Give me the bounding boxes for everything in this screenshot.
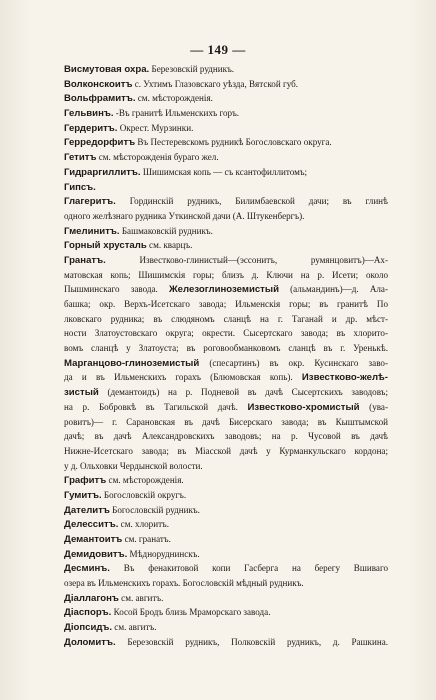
- text-line: [64, 165, 388, 180]
- line-text: да и въ Ильменскихъ горахъ (Блюмовская копь).: [64, 372, 302, 383]
- line-text: вомъ сланцѣ у Златоуста; въ роговообманковомъ сланцѣ въ г. Уренькѣ.: [64, 343, 388, 354]
- text-line: [64, 635, 388, 650]
- text-line: [64, 62, 388, 77]
- text-line: [64, 459, 388, 474]
- text-line: [64, 591, 388, 606]
- text-line: [64, 576, 388, 591]
- text-line: [64, 312, 388, 327]
- mineral-term: Известково-хромистый: [247, 401, 360, 413]
- mineral-term: Діаллагонъ: [64, 592, 119, 604]
- text-line: [64, 106, 388, 121]
- line-text: Въ фенакитовой копи Гасберга на берегу Вшиваго: [109, 563, 388, 574]
- text-line: [64, 429, 388, 444]
- line-text: Косой Бродъ близь Мраморскаго завода.: [111, 607, 271, 618]
- line-text: Мѣдноруднинскъ.: [127, 548, 200, 559]
- text-line: [64, 224, 388, 239]
- text-line: [64, 268, 388, 283]
- text-line: [64, 180, 388, 195]
- line-text: дачѣ; въ дачѣ Александровскихъ заводовъ; на р. Чусовой въ дачѣ: [64, 431, 388, 442]
- text-line: [64, 488, 388, 503]
- mineral-term: Глагеритъ.: [64, 196, 116, 208]
- mineral-term: Делесситъ.: [64, 519, 119, 531]
- text-line: [64, 91, 388, 106]
- page-number: — 149 —: [190, 42, 246, 57]
- line-text: озера въ Ильменскихъ горахъ. Богословскій мѣдный рудникъ.: [64, 578, 304, 589]
- line-text: см. мѣсторожденія бураго жел.: [96, 152, 219, 163]
- line-text: одного желѣзнаго рудника Уткинской дачи (А. Штукенбергъ).: [64, 210, 305, 221]
- line-text: см. авгитъ.: [118, 592, 164, 603]
- text-line: [64, 503, 388, 518]
- text-line: [64, 517, 388, 532]
- mineral-term: Демидовитъ.: [64, 548, 128, 560]
- mineral-term: Железоглиноземистый: [169, 284, 279, 296]
- mineral-term: Известково-желѣ-: [301, 372, 388, 384]
- mineral-term: Десминъ.: [64, 563, 110, 575]
- line-text: см. кварцъ.: [146, 240, 193, 251]
- text-line: [64, 194, 388, 209]
- mineral-term: Діаспоръ.: [64, 607, 112, 619]
- mineral-term: Герредорфитъ: [64, 137, 136, 149]
- mineral-term: Гипсъ.: [64, 181, 96, 193]
- line-text: см. авгитъ.: [112, 622, 157, 633]
- text-line: [64, 415, 388, 430]
- mineral-term: Доломитъ.: [64, 636, 116, 648]
- mineral-term: Гранатъ.: [64, 254, 106, 266]
- line-text: Известково-глинистый—(эссонитъ, румянцовитъ)—Ах-: [105, 254, 388, 265]
- mineral-term: Демантоитъ: [64, 534, 123, 545]
- mineral-term: Дателитъ: [64, 504, 110, 516]
- mineral-term: Висмутовая охра.: [64, 64, 150, 75]
- line-text: см. хлоритъ.: [118, 519, 170, 530]
- line-text: Гординскій рудникъ, Билимбаевской дачи; въ глинѣ: [115, 196, 388, 207]
- line-text: ности Златоустовскаго округа; окрести. Сысертскаго завода; въ хлорито-: [64, 328, 388, 339]
- text-line: [64, 150, 388, 165]
- line-text: ровитъ)— г. Сарановская въ дачѣ Бисерскаго завода; въ Кыштымской: [64, 416, 388, 427]
- text-line: [64, 326, 388, 341]
- line-text: Березовскій рудникъ, Полковскій рудникъ, д. Рашкина.: [115, 636, 388, 647]
- line-text: Окрест. Мурзинки.: [117, 122, 194, 133]
- text-line: [64, 400, 388, 415]
- text-line: [64, 561, 388, 576]
- line-text: Богословскій рудникъ.: [109, 504, 200, 515]
- text-line: [64, 282, 388, 297]
- line-text: на р. Бобровкѣ въ Тагильской дачѣ.: [64, 401, 248, 412]
- line-text: с. Ухтимъ Глазовскаго уѣзда, Вятской губ.: [132, 78, 299, 89]
- mineral-term: Волконскоитъ: [64, 78, 133, 90]
- mineral-term: Гетитъ: [64, 152, 97, 164]
- mineral-term: Гидраргиллитъ.: [64, 166, 141, 178]
- line-text: см. гранатъ.: [122, 534, 171, 544]
- mineral-term: Марганцово-глиноземистый: [64, 357, 200, 369]
- line-text: лковскаго рудника; въ слюдяномъ сланцѣ на г. Таганай и др. мѣст-: [64, 313, 388, 324]
- line-text: Березовскій рудникъ.: [149, 64, 235, 74]
- mineral-term: Діопсидъ.: [64, 622, 113, 634]
- line-text: Башмаковскій рудникъ.: [119, 225, 213, 236]
- text-line: [64, 341, 388, 356]
- text-line: [64, 253, 388, 268]
- line-text: Въ Пестеревскомъ рудникѣ Богословскаго округа.: [135, 137, 332, 148]
- text-line: [64, 620, 388, 635]
- text-line: [64, 356, 388, 371]
- page-text: [64, 62, 388, 650]
- text-line: [64, 444, 388, 459]
- line-text: -Въ гранитѣ Ильменскихъ горъ.: [113, 108, 240, 119]
- line-text: Богословскій округъ.: [101, 489, 187, 500]
- mineral-term: Гумитъ.: [64, 489, 102, 501]
- text-line: [64, 385, 388, 400]
- text-line: [64, 121, 388, 136]
- mineral-term: Графитъ: [64, 475, 107, 487]
- text-line: [64, 209, 388, 224]
- line-text: у д. Ольховки Чердынской волости.: [64, 460, 203, 471]
- line-text: Пышминскаго завода.: [64, 284, 170, 295]
- line-text: см. мѣсторожденія.: [106, 475, 184, 486]
- line-text: (ува-: [359, 401, 388, 412]
- text-line: [64, 370, 388, 385]
- line-text: (альмандинъ)—д. Ала-: [278, 284, 388, 295]
- line-text: Нижне-Исетскаго завода; въ Міасской дачѣ у Курманкульскаго кордона;: [64, 445, 388, 456]
- text-line: [64, 532, 388, 547]
- text-line: [64, 135, 388, 150]
- line-text: башка; окр. Верхъ-Исетскаго завода; Ильменскія горы; въ гранитѣ По: [64, 299, 388, 309]
- text-line: [64, 605, 388, 620]
- line-text: (спесартинъ) въ окр. Кусинскаго заво-: [199, 357, 388, 368]
- mineral-term: Гельвинъ.: [64, 108, 114, 120]
- line-text: Шишимская копь — съ ксантофиллитомъ;: [140, 166, 308, 177]
- line-text: см. мѣсторожденія.: [135, 93, 213, 104]
- text-line: [64, 238, 388, 253]
- mineral-term: Вольфрамитъ.: [64, 93, 136, 105]
- mineral-term: Гмелинитъ.: [64, 225, 120, 237]
- mineral-term: Горный хрусталь: [64, 240, 147, 252]
- line-text: (демантоидъ) на р. Подневой въ дачѣ Сысертскихъ заводовъ;: [98, 387, 388, 398]
- text-line: [64, 297, 388, 312]
- mineral-term: зистый: [64, 387, 99, 399]
- line-text: матовская копь; Шишимскія горы; близъ д. Ключи на р. Исети; около: [64, 269, 388, 280]
- mineral-term: Гердеритъ.: [64, 122, 118, 134]
- text-line: [64, 547, 388, 562]
- text-line: [64, 77, 388, 92]
- text-line: [64, 473, 388, 488]
